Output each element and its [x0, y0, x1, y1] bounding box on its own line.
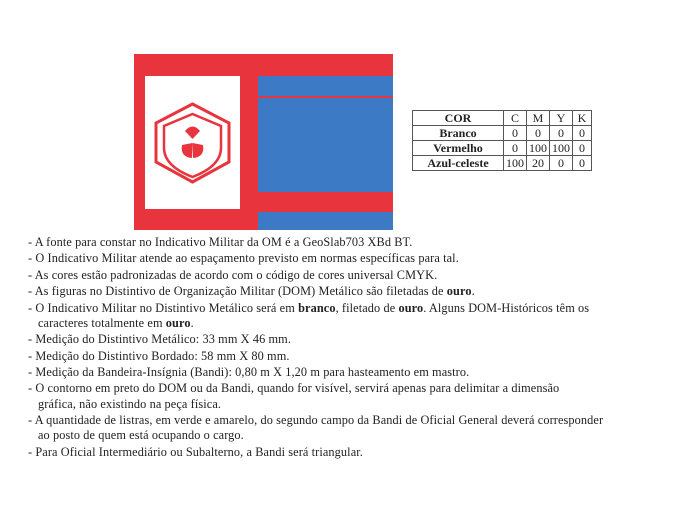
color-k-value: 0	[573, 126, 592, 141]
flag-white-field	[145, 76, 240, 209]
color-m-value: 0	[527, 126, 550, 141]
color-c-value: 0	[504, 141, 527, 156]
note-spacing: - O Indicativo Militar atende ao espaçamento previsto em normas específicas para tal.	[28, 251, 459, 266]
note-text: - As figuras no Distintivo de Organização Militar (DOM) Metálico são filetadas de	[28, 284, 447, 299]
note-text: , filetado de	[335, 300, 399, 315]
note-contorno	[28, 381, 668, 411]
note-emphasis: ouro	[446, 284, 472, 299]
note-emphasis: branco	[298, 300, 336, 315]
color-name: Vermelho	[413, 141, 504, 156]
flag-blue-stripe-middle	[258, 98, 393, 192]
notes-list	[28, 235, 668, 461]
note-continuation: ao posto de quem está ocupando o cargo.	[38, 428, 244, 443]
note-text: . Alguns DOM-Históricos têm os	[423, 300, 590, 315]
color-m-value: 100	[527, 141, 550, 156]
note-text: - A quantidade de listras, em verde e amarelo, do segundo campo da Bandi de Oficial General deverá corresponder	[28, 412, 604, 427]
table-header-row	[413, 111, 592, 126]
table-header-c: C	[504, 111, 527, 126]
note-continuation: gráfica, não existindo na peça física.	[38, 396, 222, 411]
note-medicao-bordado: - Medição do Distintivo Bordado: 58 mm X 80 mm.	[28, 348, 290, 363]
table-header-m: M	[527, 111, 550, 126]
table-header-cor: COR	[413, 111, 504, 126]
color-m-value: 20	[527, 156, 550, 171]
note-emphasis: ouro	[165, 315, 191, 330]
table-row	[413, 126, 592, 141]
note-medicao-metalico: - Medição do Distintivo Metálico: 33 mm X 46 mm.	[28, 332, 292, 347]
note-listras	[28, 413, 668, 443]
note-emphasis: ouro	[398, 300, 424, 315]
color-c-value: 100	[504, 156, 527, 171]
flag-blue-stripe-bottom	[258, 212, 393, 230]
note-text: - O Indicativo Militar no Distintivo Metálico será em	[28, 300, 299, 315]
color-c-value: 0	[504, 126, 527, 141]
note-figures-gold	[28, 284, 668, 299]
note-cmyk: - As cores estão padronizadas de acordo com o código de cores universal CMYK.	[28, 267, 438, 282]
note-text: caracteres totalmente em	[38, 315, 166, 330]
table-header-k: K	[573, 111, 592, 126]
table-row	[413, 141, 592, 156]
note-text: .	[471, 284, 475, 299]
note-text: - O contorno em preto do DOM ou da Bandi, quando for visível, servirá apenas para delimitar a dimensão	[28, 381, 560, 396]
hexagon-shield-triskelion-icon	[145, 76, 240, 209]
color-name: Azul-celeste	[413, 156, 504, 171]
color-name: Branco	[413, 126, 504, 141]
note-triangular: - Para Oficial Intermediário ou Subalterno, a Bandi será triangular.	[28, 444, 363, 459]
color-k-value: 0	[573, 156, 592, 171]
color-y-value: 100	[550, 141, 573, 156]
note-font: - A fonte para constar no Indicativo Militar da OM é a GeoSlab703 XBd BT.	[28, 235, 413, 249]
color-k-value: 0	[573, 141, 592, 156]
note-indicativo-metalico	[28, 301, 668, 331]
color-y-value: 0	[550, 156, 573, 171]
note-medicao-bandi: - Medição da Bandeira-Insígnia (Bandi): 0,80 m X 1,20 m para hasteamento em mastro.	[28, 364, 470, 379]
table-row	[413, 156, 592, 171]
color-y-value: 0	[550, 126, 573, 141]
table-header-y: Y	[550, 111, 573, 126]
bandeira-insignia-flag	[134, 54, 393, 230]
note-text: .	[190, 315, 194, 330]
cmyk-color-table	[412, 110, 592, 171]
note-continuation	[28, 316, 668, 331]
flag-blue-stripe-top	[258, 76, 393, 96]
